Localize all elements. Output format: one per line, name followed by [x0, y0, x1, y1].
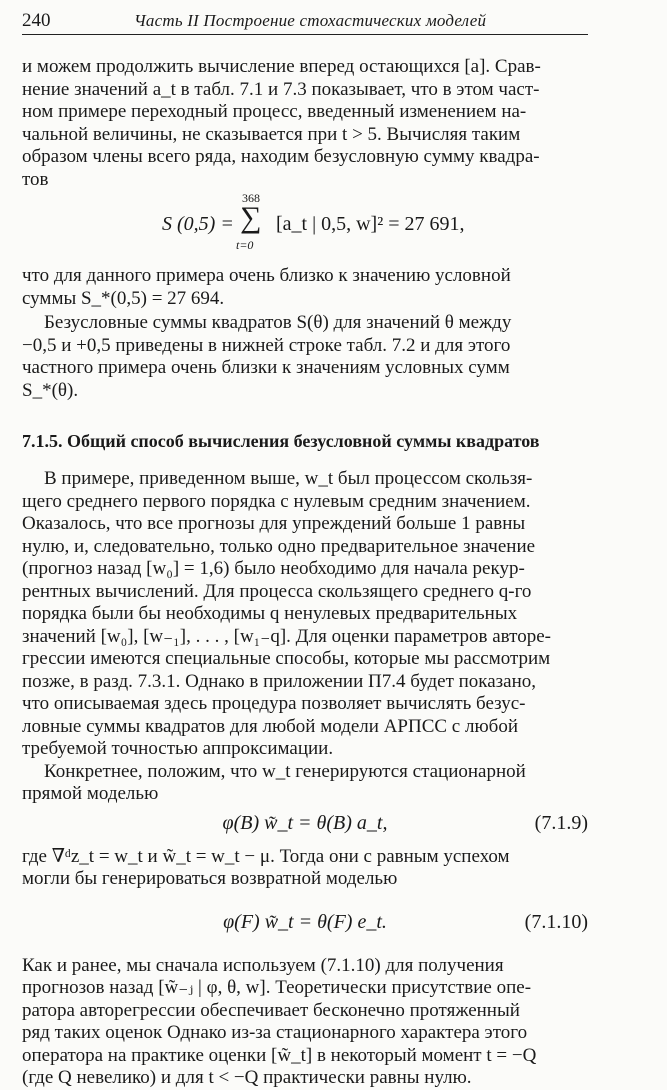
- equation-formula: φ(F) w̃_t = θ(F) e_t.: [223, 910, 387, 933]
- text-line: порядка были бы необходимы q ненулевых предварительных: [22, 603, 518, 624]
- page-body: [22, 56, 588, 1090]
- paragraph-7: [22, 955, 588, 1090]
- text-line: оператора на практике оценки [w̃_t] в некоторый момент t = −Q: [22, 1044, 537, 1066]
- sigma-symbol: ∑: [240, 201, 262, 234]
- paragraph-3: [22, 312, 588, 402]
- equation-formula: φ(B) w̃_t = θ(B) a_t,: [222, 811, 388, 834]
- text-line: образом члены всего ряда, находим безусловную сумму квадра-: [22, 146, 540, 167]
- text-line: требуемой точностью аппроксимации.: [22, 738, 334, 759]
- sum-upper-limit: 368: [242, 191, 260, 205]
- text-line: (прогноз назад [w₀] = 1,6) было необходимо для начала рекур-: [22, 558, 525, 579]
- text-line: ряд таких оценок Однако из-за стационарного характера этого: [22, 1022, 528, 1043]
- sum-equation: [22, 191, 588, 261]
- text-line: нение значений a_t в табл. 7.1 и 7.3 показывает, что в этом част-: [22, 78, 540, 100]
- text-line: грессии имеются специальные способы, которые мы рассмотрим: [22, 648, 551, 669]
- text-line: позже, в разд. 7.3.1. Однако в приложении П7.4 будет показано,: [22, 670, 537, 692]
- text-line: и можем продолжить вычисление вперед остающихся [a]. Срав-: [22, 56, 541, 77]
- text-line: рентных вычислений. Для процесса скользящего среднего q-го: [22, 580, 532, 602]
- page-header: [22, 8, 588, 35]
- equation-7-1-10: [22, 909, 588, 937]
- text-line: что описываемая здесь процедура позволяет вычислять безус-: [22, 693, 526, 714]
- text-line: В примере, приведенном выше, w_t был процессом скользя-: [44, 468, 533, 489]
- sum-lower-limit: t=0: [236, 238, 254, 252]
- running-title: Часть II Построение стохастических моделей: [134, 11, 487, 30]
- text-line: Конкретнее, положим, что w_t генерируются стационарной: [44, 760, 526, 782]
- text-line: ловные суммы квадратов для любой модели АРПСС с любой: [22, 715, 519, 737]
- text-line: (где Q невелико) и для t < −Q практически равны нулю.: [22, 1067, 472, 1088]
- text-line: S_*(θ).: [22, 379, 79, 401]
- text-line: Оказалось, что все прогнозы для упреждений больше 1 равны: [22, 513, 526, 534]
- text-line: −0,5 и +0,5 приведены в нижней строке табл. 7.2 и для этого: [22, 334, 511, 356]
- sum-rhs: [a_t | 0,5, w]² = 27 691,: [276, 213, 465, 235]
- text-line: суммы S_*(0,5) = 27 694.: [22, 287, 225, 309]
- text-line: частного примера очень близки к значениям условных сумм: [22, 357, 510, 378]
- sum-lhs: S (0,5) =: [162, 213, 234, 235]
- paragraph-1: [22, 56, 588, 191]
- equation-7-1-9: [22, 810, 588, 838]
- text-line: Безусловные суммы квадратов S(θ) для значений θ между: [44, 312, 512, 333]
- section-heading: 7.1.5. Общий способ вычисления безусловной суммы квадратов: [22, 431, 540, 451]
- text-line: значений [w₀], [w₋₁], . . . , [w₁₋q]. Для оценки параметров авторе-: [22, 625, 551, 647]
- text-line: где ∇ᵈz_t = w_t и w̃_t = w_t − μ. Тогда они с равным успехом: [22, 845, 510, 867]
- text-line: ном примере переходный процесс, введенный изменением на-: [22, 101, 527, 122]
- paragraph-4: [22, 468, 588, 761]
- text-line: чальной величины, не сказывается при t > 5. Вычисляя таким: [22, 123, 521, 145]
- equation-number: (7.1.10): [524, 910, 588, 933]
- text-line: тов: [22, 168, 49, 190]
- text-line: ратора авторегрессии обеспечивает бесконечно протяженный: [22, 999, 520, 1021]
- equation-number: (7.1.9): [534, 811, 588, 834]
- text-line: что для данного примера очень близко к значению условной: [22, 265, 511, 286]
- paragraph-6: [22, 846, 588, 891]
- paragraph-5: [22, 761, 588, 806]
- text-line: нулю, и, следовательно, только одно предварительное значение: [22, 535, 536, 557]
- text-line: могли бы генерироваться возвратной моделью: [22, 868, 398, 889]
- text-line: прямой моделью: [22, 783, 159, 804]
- text-line: щего среднего первого порядка с нулевым средним значением.: [22, 490, 531, 512]
- text-line: Как и ранее, мы сначала используем (7.1.10) для получения: [22, 954, 504, 976]
- page-number: 240: [22, 10, 51, 31]
- paragraph-2: [22, 265, 588, 310]
- text-line: прогнозов назад [w̃₋ⱼ | φ, θ, w]. Теоретически присутствие опе-: [22, 977, 532, 998]
